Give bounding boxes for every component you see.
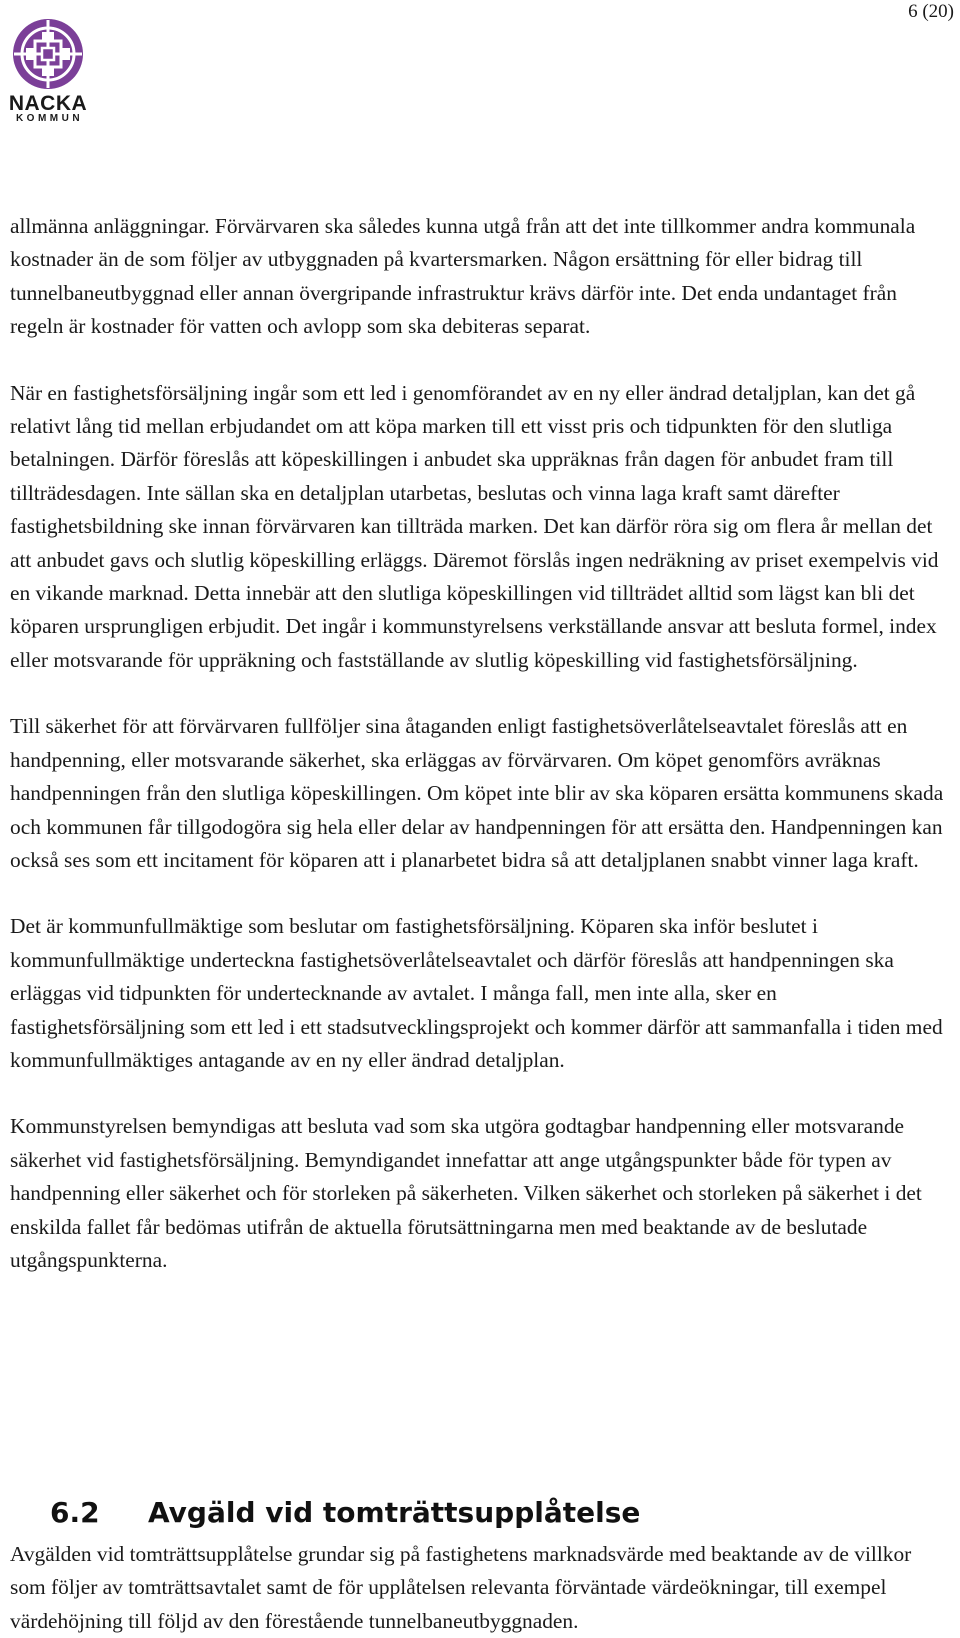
paragraph: Det är kommunfullmäktige som beslutar om fastighetsförsäljning. Köparen ska inför beslutet i kommunfullmäktige underteckna fastighetsöverlåtelseavtalet och därför föreslås att handpenningen ska erläggas vid tidpunkten för undertecknande av avtalet. I många fall, men inte alla, sker en fastighetsförsäljning som ett led i ett stadsutvecklingsprojekt och kommer därför att sammanfalla i tiden med kommunfullmäktiges antagande av en ny eller ändrad detaljplan. — [10, 914, 943, 1072]
paragraph: Avgälden vid tomträttsupplåtelse grundar sig på fastighetens marknadsvärde med beaktande av de villkor som följer av tomträttsavtalet samt de för upplåtelsen relevanta förväntade värdeökningar, till exempel värdehöjning till följd av den förestående tunnelbaneutbyggnaden. — [10, 1542, 912, 1633]
logo-name: NACKA — [8, 92, 88, 115]
nacka-kommun-logo — [8, 18, 88, 124]
paragraph: Kommunstyrelsen bemyndigas att besluta vad som ska utgöra godtagbar handpenning eller motsvarande säkerhet vid fastighetsförsäljning. Bemyndigandet innefattar att ange utgångspunkter både för typen av handpenning eller säkerhet och för storleken på säkerheten. Vilken säkerhet och storleken på säkerhet i det enskilda fallet får bedömas utifrån de aktuella förutsättningarna men med beaktande av de beslutade utgångspunkterna. — [10, 1114, 922, 1272]
paragraph: När en fastighetsförsäljning ingår som ett led i genomförandet av en ny eller ändrad detaljplan, kan det gå relativt lång tid mellan erbjudandet om att köpa marken till ett visst pris och tidpunkten för den slutliga betalningen. Därför föreslås att köpeskillingen i anbudet ska uppräknas från dagen för anbudet fram till tillträdesdagen. Inte sällan ska en detaljplan utarbetas, beslutas och vinna laga kraft samt därefter fastighetsbildning ske innan förvärvaren kan tillträda marken. Det kan därför röra sig om flera år mellan det att anbudet gavs och slutlig köpeskilling erläggs. Däremot förslås ingen nedräkning av priset exempelvis vid en vikande marknad. Detta innebär att den slutliga köpeskillingen vid tillträdet alltid som lägst kan bli det köparen ursprungligen erbjudit. Det ingår i kommunstyrelsens verkställande ansvar att besluta formel, index eller motsvarande för uppräkning och fastställande av slutlig köpeskilling vid fastighetsförsäljning. — [10, 380, 939, 672]
section-heading — [50, 1495, 640, 1531]
section-number: 6.2 — [50, 1496, 100, 1529]
section-text — [10, 1538, 946, 1638]
section-title: Avgäld vid tomträttsupplåtelse — [148, 1496, 641, 1529]
nacka-emblem-icon — [12, 18, 84, 90]
paragraph: Till säkerhet för att förvärvaren fullföljer sina åtaganden enligt fastighetsöverlåtelseavtalet föreslås att en handpenning, eller motsvarande säkerhet, ska erläggas av förvärvaren. Om köpet genomförs avräknas handpenningen från den slutliga köpeskillingen. Om köpet inte blir av ska köparen ersätta kommunens skada och kommunen får tillgodogöra sig hela eller delar av handpenningen för att ersätta den. Handpenningen kan också ses som ett incitament för köparen att i planarbetet bidra så att detaljplanen snabbt vinner laga kraft. — [10, 714, 944, 872]
body-text — [10, 210, 946, 1277]
page-number: 6 (20) — [908, 1, 954, 22]
logo-subtitle: KOMMUN — [15, 113, 84, 124]
paragraph: allmänna anläggningar. Förvärvaren ska således kunna utgå från att det inte tillkommer andra kommunala kostnader än de som följer av utbyggnaden på kvartersmarken. Någon ersättning för eller bidrag till tunnelbaneutbyggnad eller annan övergripande infrastruktur krävs därför inte. Det enda undantaget från regeln är kostnader för vatten och avlopp som ska debiteras separat. — [10, 214, 916, 339]
